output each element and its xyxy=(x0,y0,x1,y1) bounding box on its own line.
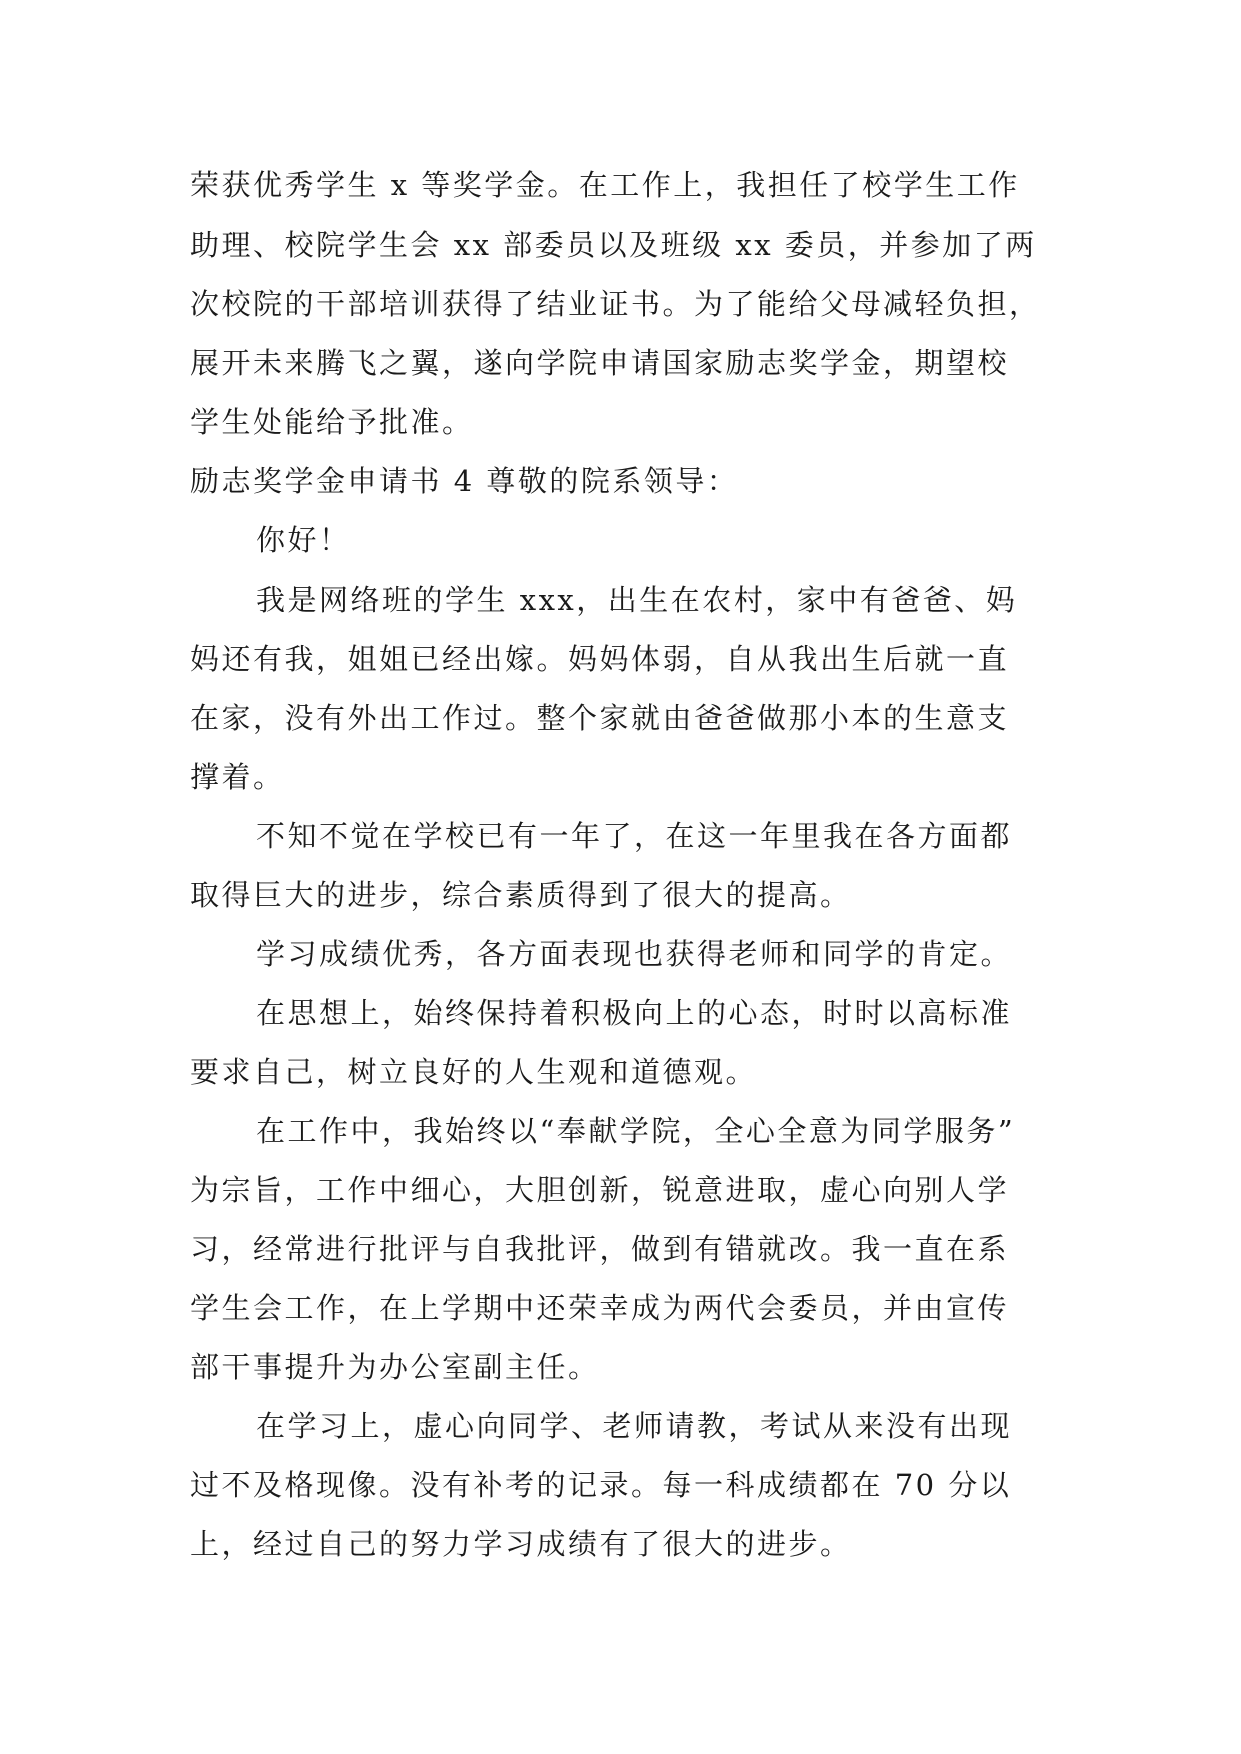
text-line: 在学习上，虚心向同学、老师请教，考试从来没有出现 xyxy=(256,1409,1013,1443)
text-line: 习，经常进行批评与自我批评，做到有错就改。我一直在系 xyxy=(190,1232,1010,1266)
text-line: 学习成绩优秀，各方面表现也获得老师和同学的肯定。 xyxy=(256,937,1013,971)
text-line: 在思想上，始终保持着积极向上的心态，时时以高标准 xyxy=(256,996,1013,1030)
text-line: 妈还有我，姐姐已经出嫁。妈妈体弱，自从我出生后就一直 xyxy=(190,642,1010,676)
text-line: 部干事提升为办公室副主任。 xyxy=(190,1350,600,1384)
text-line: 取得巨大的进步，综合素质得到了很大的提高。 xyxy=(190,878,852,912)
salutation: 你好！ xyxy=(256,523,351,557)
text-line: 过不及格现像。没有补考的记录。每一科成绩都在 70 分以 xyxy=(190,1468,1012,1502)
text-line: 助理、校院学生会 xx 部委员以及班级 xx 委员，并参加了两 xyxy=(190,228,1037,262)
text-line: 为宗旨，工作中细心，大胆创新，锐意进取，虚心向别人学 xyxy=(190,1173,1010,1207)
text-line: 上，经过自己的努力学习成绩有了很大的进步。 xyxy=(190,1527,852,1561)
text-line: 展开未来腾飞之翼，遂向学院申请国家励志奖学金，期望校 xyxy=(190,346,1010,380)
text-line: 学生会工作，在上学期中还荣幸成为两代会委员，并由宣传 xyxy=(190,1291,1010,1325)
text-line: 我是网络班的学生 xxx，出生在农村，家中有爸爸、妈 xyxy=(256,583,1018,617)
text-line: 在工作中，我始终以“奉献学院，全心全意为同学服务” xyxy=(256,1114,1016,1148)
text-line: 次校院的干部培训获得了结业证书。为了能给父母减轻负担， xyxy=(190,287,1041,321)
text-line: 在家，没有外出工作过。整个家就由爸爸做那小本的生意支 xyxy=(190,701,1010,735)
text-line: 学生处能给予批准。 xyxy=(190,405,474,439)
text-line: 撑着。 xyxy=(190,760,285,794)
text-line: 不知不觉在学校已有一年了，在这一年里我在各方面都 xyxy=(256,819,1013,853)
text-line: 要求自己，树立良好的人生观和道德观。 xyxy=(190,1055,758,1089)
text-line: 荣获优秀学生 x 等奖学金。在工作上，我担任了校学生工作 xyxy=(190,168,1020,202)
section-heading: 励志奖学金申请书 4 尊敬的院系领导： xyxy=(190,464,739,498)
